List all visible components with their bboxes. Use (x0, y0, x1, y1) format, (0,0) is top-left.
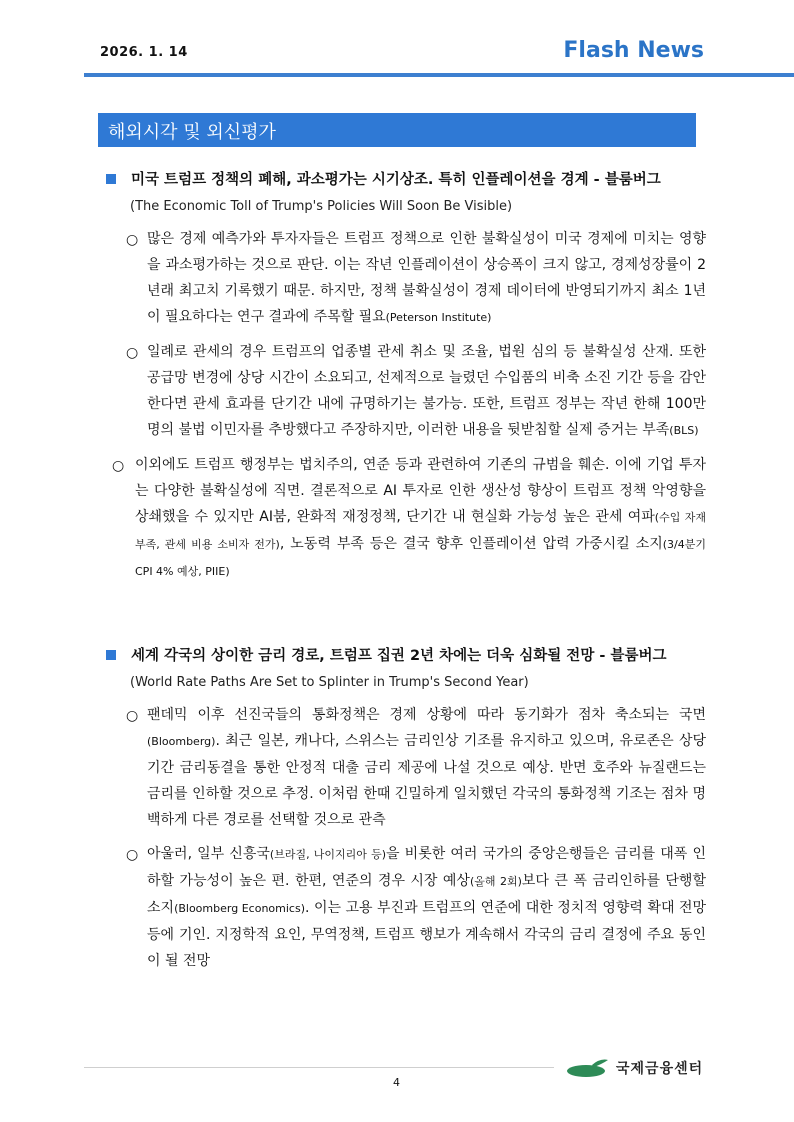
logo-leaf-icon (566, 1058, 610, 1078)
inline-note: (브라질, 나이지리아 등) (269, 848, 387, 861)
circle-bullet-icon: ○ (126, 847, 139, 863)
source-note: (BLS) (669, 424, 699, 437)
inline-note: (수입 자재 부족, 관세 비용 소비자 전가) (135, 511, 706, 551)
paragraph (104, 339, 706, 444)
paragraph (104, 841, 706, 974)
paragraph-text: 아울러, 일부 신흥국 (147, 846, 270, 862)
paragraph-text: , 노동력 부족 등은 결국 향후 인플레이션 압력 가중시킬 소지 (279, 536, 663, 552)
square-bullet-icon (106, 174, 116, 184)
source-note: (Peterson Institute) (385, 311, 492, 324)
section-header (98, 113, 696, 147)
circle-bullet-icon: ○ (126, 232, 139, 248)
news-headline (104, 645, 706, 667)
paragraph (104, 226, 706, 331)
circle-bullet-icon: ○ (126, 708, 139, 724)
paragraph-text: 을 비롯한 여러 국가의 중앙은행들은 금리를 대폭 인하할 가능성이 높은 편. 한편, 연준의 경우 시장 예상 (147, 846, 706, 889)
logo-text: 국제금융센터 (616, 1061, 704, 1077)
news-headline (104, 169, 706, 191)
paragraph (98, 452, 706, 585)
paragraph-text: 일례로 관세의 경우 트럼프의 업종별 관세 취소 및 조율, 법원 심의 등 불확실성 산재. 또한 공급망 변경에 상당 시간이 소요되고, 선제적으로 늘렸던 수입품의 비축 소진 기간 등을 감안한다면 관세 효과를 단기간 내에 규명하기는 불가능. 또한, 트럼프 정부는 작년 한해 100만 명의 불법 이민자를 추방했다고 주장하지만, 이러한 내용을 뒷받침할 실제 증거는 부족 (147, 344, 706, 438)
source-note: (Bloomberg Economics) (174, 902, 306, 915)
circle-bullet-icon: ○ (112, 458, 125, 474)
english-title: (World Rate Paths Are Set to Splinter in Trump's Second Year) (130, 675, 529, 690)
page-number: 4 (393, 1076, 400, 1089)
paragraph-text: . 이는 고용 부진과 트럼프의 연준에 대한 정치적 영향력 확대 전망 등에 기인. 지정학적 요인, 무역정책, 트럼프 행보가 계속해서 각국의 금리 결정에 주요 동인이 될 전망 (147, 900, 707, 969)
paragraph-text: . 최근 일본, 캐나다, 스위스는 금리인상 기조를 유지하고 있으며, 유로존은 상당 기간 금리동결을 통한 안정적 대출 금리 제공에 나설 것으로 예상. 반면 호주와 뉴질랜드는 금리를 인하할 것으로 추정. 이처럼 한때 긴밀하게 일치했던 각국의 통화정책 기조는 점차 명백하게 다른 경로를 선택할 것으로 관측 (147, 733, 706, 828)
report-date: 2026. 1. 14 (100, 45, 188, 60)
header-divider (84, 73, 794, 77)
paragraph-text: 많은 경제 예측가와 투자자들은 트럼프 정책으로 인한 불확실성이 미국 경제에 미치는 영향을 과소평가하는 것으로 판단. 이는 작년 인플레이션이 상승폭이 크지 않고, 경제성장률이 2년래 최고치 기록했기 때문. 하지만, 정책 불확실성이 경제 데이터에 반영되기까지 최소 1년이 필요하다는 연구 결과에 주목할 필요 (147, 231, 706, 325)
section-title: 해외시각 및 외신평가 (108, 122, 276, 143)
news-item-1 (104, 169, 706, 585)
source-note: (Bloomberg) (147, 735, 216, 748)
paragraph-text: 팬데믹 이후 선진국들의 통화정책은 경제 상황에 따라 동기화가 점차 축소되는 국면 (147, 707, 706, 723)
headline-text: 미국 트럼프 정책의 폐해, 과소평가는 시기상조. 특히 인플레이션을 경계 - 블룸버그 (131, 172, 661, 188)
footer-divider (84, 1067, 554, 1068)
news-item-2 (104, 645, 706, 974)
paragraph-text: 보다 큰 폭 금리인하를 단행할 소지 (147, 873, 706, 916)
paragraph-text: 이외에도 트럼프 행정부는 법치주의, 연준 등과 관련하여 기존의 규범을 훼손. 이에 기업 투자는 다양한 불확실성에 직면. 결론적으로 AI 투자로 인한 생산성 향상이 트럼프 정책 악영향을 상쇄했을 수 있지만 AI붐, 완화적 재정정책, 단기간 내 현실화 가능성 높은 관세 여파 (135, 457, 706, 525)
source-note: (3/4분기 CPI 4% 예상, PIIE) (135, 538, 707, 578)
english-title: (The Economic Toll of Trump's Policies Will Soon Be Visible) (130, 199, 513, 214)
report-title: Flash News (563, 38, 704, 63)
paragraph (104, 702, 706, 833)
circle-bullet-icon: ○ (126, 345, 139, 361)
inline-note: (올해 2회) (469, 875, 522, 888)
square-bullet-icon (106, 650, 116, 660)
headline-text: 세계 각국의 상이한 금리 경로, 트럼프 집권 2년 차에는 더욱 심화될 전망 - 블룸버그 (131, 648, 667, 664)
